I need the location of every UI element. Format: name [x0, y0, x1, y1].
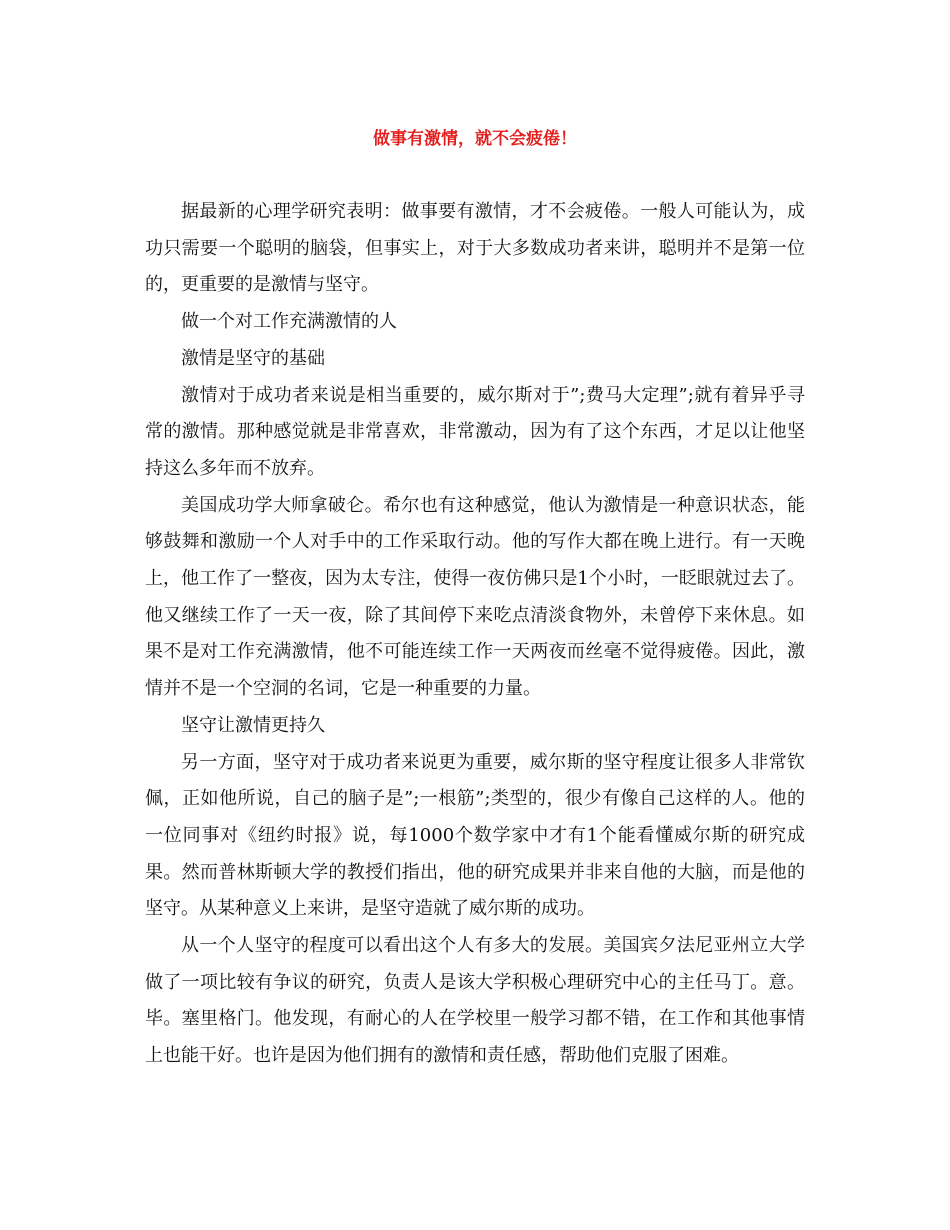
- page-title: 做事有激情，就不会疲倦！: [373, 129, 577, 149]
- paragraph-wiles-persistence: 另一方面，坚守对于成功者来说更为重要，威尔斯的坚守程度让很多人非常钦佩，正如他所说，自己的脑子是”;一根筋”;类型的，很少有像自己这样的人。他的一位同事对《纽约时报》说，每1000个数学家中才有1个能看懂威尔斯的研究成果。然而普林斯顿大学的教授们指出，他的研究成果并非来自他的大脑，而是他的坚守。从某种意义上来讲，是坚守造就了威尔斯的成功。: [145, 751, 805, 920]
- paragraph-intro: 据最新的心理学研究表明：做事要有激情，才不会疲倦。一般人可能认为，成功只需要一个聪明的脑袋，但事实上，对于大多数成功者来讲，聪明并不是第一位的，更重要的是激情与坚守。: [145, 201, 805, 296]
- article-body: [145, 194, 805, 1075]
- heading-passionate-worker: 做一个对工作充满激情的人: [181, 311, 397, 333]
- paragraph-wiles-passion: 激情对于成功者来说是相当重要的，威尔斯对于”;费马大定理”;就有着异乎寻常的激情。那种感觉就是非常喜欢，非常激动，因为有了这个东西，才足以让他坚持这么多年而不放弃。: [145, 384, 805, 479]
- heading-persistence: 坚守让激情更持久: [181, 714, 325, 736]
- heading-passion-foundation: 激情是坚守的基础: [181, 347, 325, 369]
- paragraph-napoleon-hill: 美国成功学大师拿破仑。希尔也有这种感觉，他认为激情是一种意识状态，能够鼓舞和激励一个人对手中的工作采取行动。他的写作大都在晚上进行。有一天晚上，他工作了一整夜，因为太专注，使得一夜仿佛只是1个小时，一眨眼就过去了。他又继续工作了一天一夜，除了其间停下来吃点清淡食物外，未曾停下来休息。如果不是对工作充满激情，他不可能连续工作一天两夜而丝毫不觉得疲倦。因此，激情并不是一个空洞的名词，它是一种重要的力量。: [145, 494, 805, 700]
- paragraph-seligman-research: 从一个人坚守的程度可以看出这个人有多大的发展。美国宾夕法尼亚州立大学做了一项比较有争议的研究，负责人是该大学积极心理研究中心的主任马丁。意。毕。塞里格门。他发现，有耐心的人在学校里一般学习都不错，在工作和其他事情上也能干好。也许是因为他们拥有的激情和责任感，帮助他们克服了困难。: [145, 935, 805, 1067]
